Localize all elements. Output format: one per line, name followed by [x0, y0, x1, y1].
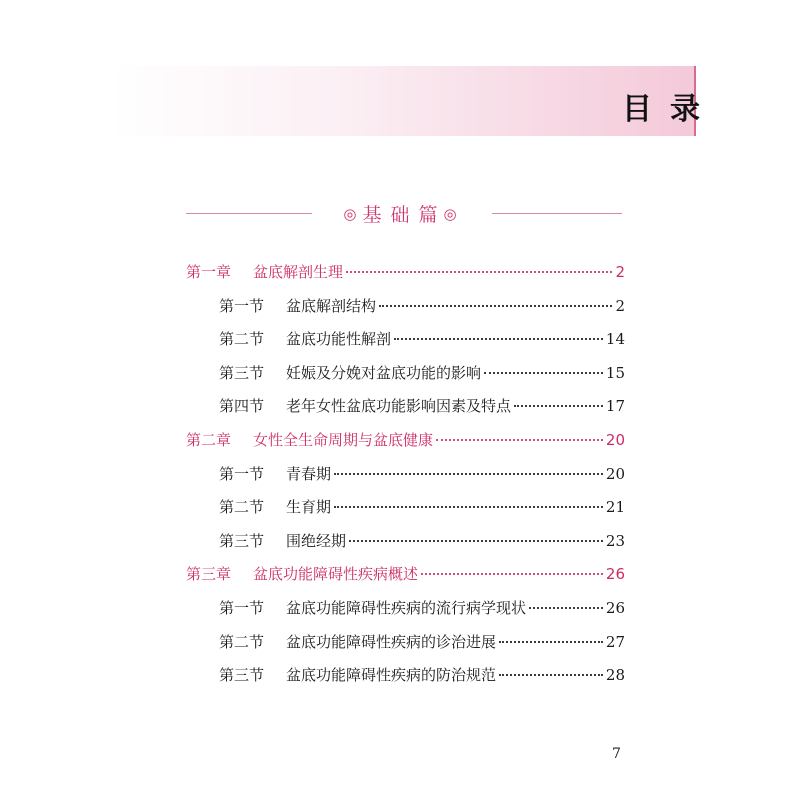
dot-leader	[349, 539, 603, 542]
section-title: 围绝经期	[286, 532, 347, 550]
page-reference: 28	[605, 666, 625, 684]
dot-leader	[436, 438, 603, 441]
chapter-number: 第三章	[186, 565, 232, 583]
page-number: 7	[612, 746, 621, 762]
part-heading	[310, 200, 490, 227]
page-reference: 15	[605, 364, 625, 382]
dot-leader	[346, 270, 612, 273]
chapter-title: 盆底解剖生理	[253, 263, 344, 281]
section-number: 第三节	[219, 532, 265, 550]
dot-leader	[529, 606, 603, 609]
chapter-title: 盆底功能障碍性疾病概述	[253, 565, 419, 583]
toc-section-entry[interactable]	[219, 464, 625, 484]
page-reference: 14	[605, 330, 625, 348]
toc-section-entry[interactable]	[219, 497, 625, 517]
dot-leader	[421, 572, 603, 575]
double-circle-icon: ◎	[343, 205, 357, 223]
section-number: 第二节	[219, 330, 265, 348]
page-reference: 17	[605, 397, 625, 415]
toc-chapter-entry[interactable]	[186, 564, 625, 584]
section-title: 生育期	[286, 498, 332, 516]
dot-leader	[499, 673, 603, 676]
section-title: 盆底功能障碍性疾病的诊治进展	[286, 633, 497, 651]
part-divider-left	[186, 213, 312, 214]
section-title: 青春期	[286, 465, 332, 483]
section-number: 第一节	[219, 465, 265, 483]
page-title: 目录	[622, 92, 718, 127]
dot-leader	[499, 640, 603, 643]
page-reference: 26	[605, 599, 625, 617]
double-circle-icon: ◎	[443, 205, 457, 223]
page-reference: 21	[605, 498, 625, 516]
section-number: 第二节	[219, 498, 265, 516]
toc-chapter-entry[interactable]	[186, 262, 625, 282]
toc-section-entry[interactable]	[219, 363, 625, 383]
section-number: 第一节	[219, 297, 265, 315]
toc-chapter-entry[interactable]	[186, 430, 625, 450]
chapter-title: 女性全生命周期与盆底健康	[253, 431, 434, 449]
toc-section-entry[interactable]	[219, 296, 625, 316]
title-banner	[112, 66, 696, 136]
page-reference: 23	[605, 532, 625, 550]
page-reference: 20	[605, 465, 625, 483]
part-divider-right	[492, 213, 622, 214]
chapter-number: 第二章	[186, 431, 232, 449]
toc-section-entry[interactable]	[219, 665, 625, 685]
section-title: 妊娠及分娩对盆底功能的影响	[286, 364, 482, 382]
section-number: 第一节	[219, 599, 265, 617]
section-number: 第三节	[219, 666, 265, 684]
toc-section-entry[interactable]	[219, 598, 625, 618]
section-number: 第四节	[219, 397, 265, 415]
page-reference: 27	[605, 633, 625, 651]
section-title: 盆底功能障碍性疾病的防治规范	[286, 666, 497, 684]
dot-leader	[334, 505, 603, 508]
page-reference: 26	[605, 565, 625, 583]
dot-leader	[514, 404, 603, 407]
dot-leader	[394, 337, 603, 340]
section-title: 盆底解剖结构	[286, 297, 377, 315]
toc-section-entry[interactable]	[219, 329, 625, 349]
page-reference: 2	[615, 297, 625, 315]
toc-section-entry[interactable]	[219, 531, 625, 551]
section-title: 盆底功能障碍性疾病的流行病学现状	[286, 599, 527, 617]
section-title: 盆底功能性解剖	[286, 330, 392, 348]
chapter-number: 第一章	[186, 263, 232, 281]
section-number: 第二节	[219, 633, 265, 651]
section-title: 老年女性盆底功能影响因素及特点	[286, 397, 512, 415]
toc-section-entry[interactable]	[219, 396, 625, 416]
toc-section-entry[interactable]	[219, 632, 625, 652]
page-reference: 2	[615, 263, 625, 281]
part-heading-label: 基础篇	[362, 204, 447, 226]
dot-leader	[334, 472, 603, 475]
dot-leader	[484, 371, 603, 374]
section-number: 第三节	[219, 364, 265, 382]
dot-leader	[379, 304, 612, 307]
page-reference: 20	[605, 431, 625, 449]
